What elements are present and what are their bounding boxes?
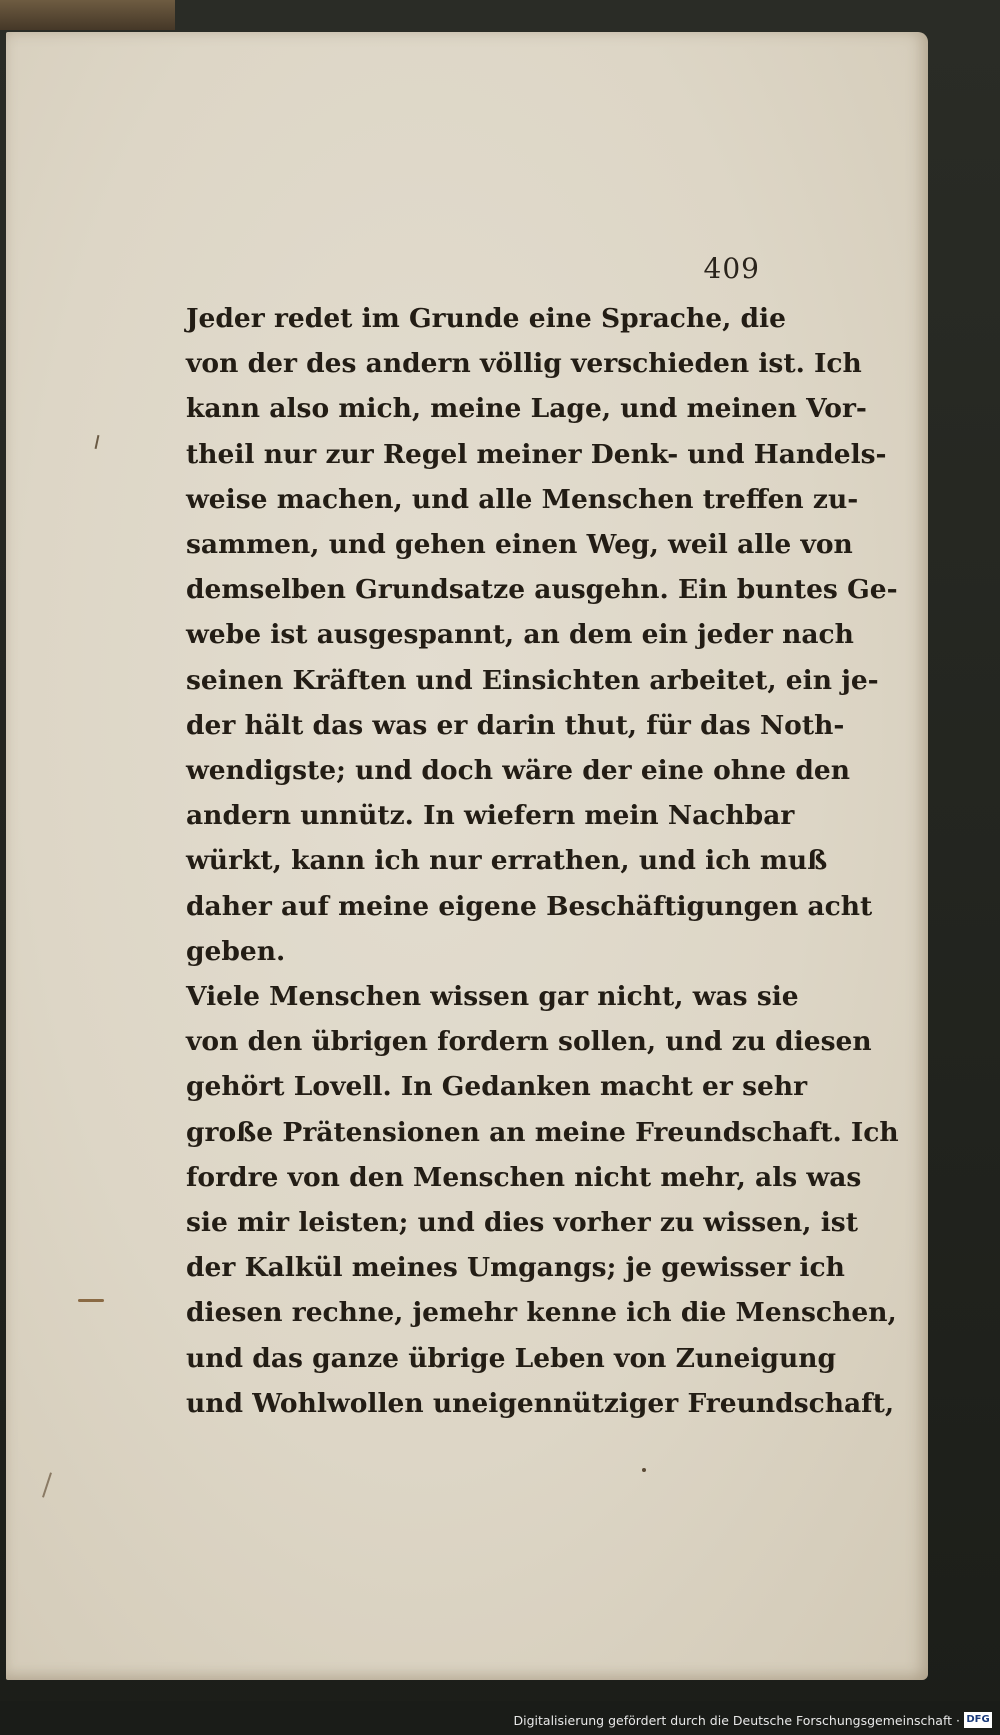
- text-line: kann also mich, meine Lage, und meinen Vor-: [186, 393, 867, 425]
- body-text: [134, 296, 899, 1426]
- text-line: andern unnütz. In wiefern mein Nachbar: [186, 800, 795, 832]
- text-line: weise machen, und alle Menschen treffen zu-: [186, 483, 859, 515]
- text-line: von der des andern völlig verschieden ist. Ich: [186, 348, 862, 380]
- text-line: seinen Kräften und Einsichten arbeitet, ein je-: [186, 664, 879, 696]
- binding-edge: [0, 0, 175, 30]
- ink-dot: [642, 1468, 646, 1472]
- text-line: wendigste; und doch wäre der eine ohne den: [186, 755, 851, 787]
- footer-credit: Digitalisierung gefördert durch die Deutsche Forschungsgemeinschaft ·: [513, 1713, 960, 1728]
- text-line: sammen, und gehen einen Weg, weil alle von: [186, 529, 853, 561]
- text-line: daher auf meine eigene Beschäftigungen acht: [186, 890, 873, 922]
- text-line: Viele Menschen wissen gar nicht, was sie: [186, 981, 799, 1013]
- text-line: würkt, kann ich nur errathen, und ich muß: [186, 845, 828, 877]
- paragraph-2: [134, 974, 899, 1426]
- dfg-logo: DFG: [964, 1712, 992, 1728]
- text-line: sie mir leisten; und dies vorher zu wissen, ist: [186, 1207, 858, 1239]
- text-line: große Prätensionen an meine Freundschaft. Ich: [186, 1116, 899, 1148]
- book-page: [6, 32, 928, 1680]
- text-line: fordre von den Menschen nicht mehr, als was: [186, 1161, 862, 1193]
- text-line: der Kalkül meines Umgangs; je gewisser ich: [186, 1252, 845, 1284]
- text-line: der hält das was er darin thut, für das Noth-: [186, 709, 845, 741]
- text-line: gehört Lovell. In Gedanken macht er sehr: [186, 1071, 808, 1103]
- text-line: demselben Grundsatze ausgehn. Ein buntes Ge-: [186, 574, 898, 606]
- text-line: webe ist ausgespannt, an dem ein jeder nach: [186, 619, 854, 651]
- margin-tick-mark: [95, 435, 100, 449]
- text-line: diesen rechne, jemehr kenne ich die Menschen,: [186, 1297, 897, 1329]
- footer-bar: [0, 1701, 1000, 1735]
- page-number: 409: [703, 252, 760, 285]
- margin-dash-mark: [78, 1299, 104, 1302]
- margin-slash-mark: [42, 1472, 52, 1497]
- text-line: und Wohlwollen uneigennütziger Freundschaft,: [186, 1387, 895, 1419]
- text-line: theil nur zur Regel meiner Denk- und Handels-: [186, 438, 887, 470]
- text-line: geben.: [186, 935, 286, 967]
- text-line: von den übrigen fordern sollen, und zu diesen: [186, 1026, 872, 1058]
- text-line: Jeder redet im Grunde eine Sprache, die: [186, 303, 786, 334]
- paragraph-1: [134, 296, 898, 974]
- text-line: und das ganze übrige Leben von Zuneigung: [186, 1342, 837, 1374]
